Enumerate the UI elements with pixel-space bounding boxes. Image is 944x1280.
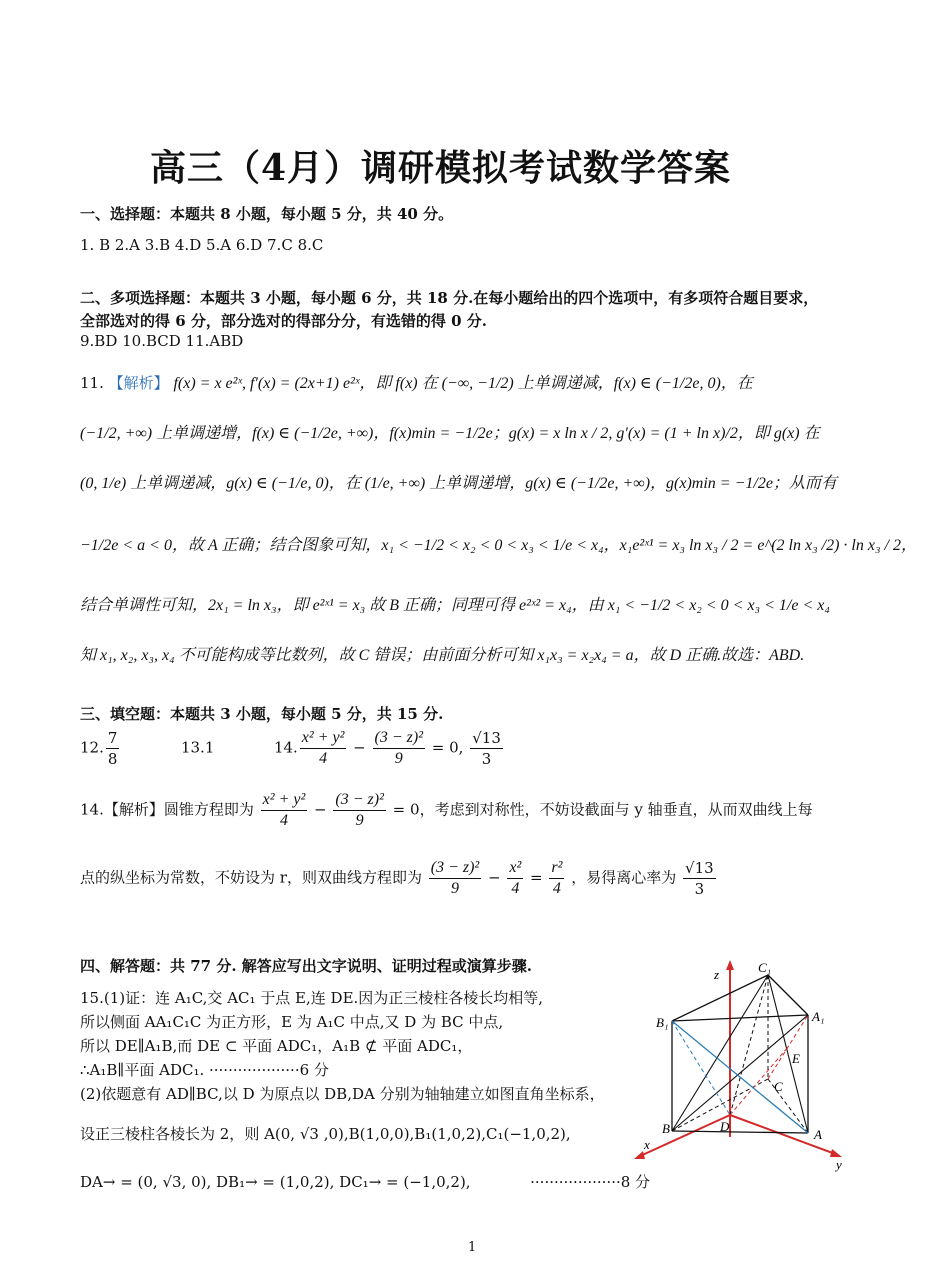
a12-denominator: 8 [107, 750, 118, 768]
q14-e-denominator: 3 [694, 880, 705, 898]
q15-line3: 所以 DE∥A₁B,而 DE ⊂ 平面 ADC₁，A₁B ⊄ 平面 ADC₁， [80, 1037, 473, 1055]
label-B1: B₁ [656, 1015, 669, 1030]
q14-analysis-tag: 【解析】 [103, 800, 164, 819]
q11-line1 [80, 370, 753, 393]
q14-f2-numerator: (3 − z)² [333, 790, 385, 811]
q15-line4: ∴A₁B∥平面 ADC₁. ···················6 分 [80, 1061, 329, 1079]
edge-B1A [672, 1021, 808, 1133]
a14-f1-numerator: x² + y² [300, 728, 347, 749]
q14-g2-numerator: x² [507, 858, 523, 879]
q14-g1-denominator: 9 [450, 880, 459, 897]
edge-DC1 [730, 975, 768, 1115]
a14-f2-denominator: 9 [394, 750, 403, 767]
q11-text-line1: f(x) = x e²ˣ, f′(x) = (2x+1) e²ˣ，即 f(x) 在 (−∞, −1/2) 上单调递减，f(x) ∈ (−1/2e, 0)，在 [173, 375, 753, 392]
label-B: B [662, 1121, 670, 1136]
section1-answers: 1. B 2.A 3.B 4.D 5.A 6.D 7.C 8.C [80, 236, 324, 254]
q14-f2-denominator: 9 [355, 812, 364, 829]
q15-vectors: DA→ = (0, √3, 0), DB₁→ = (1,0,2), DC₁→ = (−1,0,2), [80, 1173, 471, 1191]
section2-heading-line2: 全部选对的得 6 分，部分选对的得部分分，有选错的得 0 分. [80, 312, 487, 330]
label-D: D [720, 1119, 730, 1134]
a14-fraction1 [300, 728, 347, 769]
q14-f1-numerator: x² + y² [261, 790, 308, 811]
q14-hyperbola-term3 [549, 858, 564, 899]
section3-answers: 12. $\frac{7}{8}$ 13.1 14. $\frac{\text{x² + y²}}{4}$ − $\frac{\text{(3 − z)²}}{9}$ = 0, $\frac{√13}{3}$ [80, 729, 501, 768]
a12-label: 12. [80, 738, 104, 757]
a13: 13.1 [180, 738, 215, 757]
q14-g1-numerator: (3 − z)² [429, 858, 481, 879]
label-z: z [714, 967, 720, 982]
label-C1: C₁ [758, 960, 772, 975]
q14-eccentricity [683, 858, 716, 899]
edge-B1D [672, 1021, 730, 1115]
q14-fraction2 [333, 790, 385, 831]
label-x: x [644, 1137, 650, 1152]
q14-text1: 圆锥方程即为 [163, 800, 254, 819]
edge-AC1 [768, 975, 808, 1133]
page-title: 高三（4月）调研模拟考试数学答案 [150, 147, 732, 189]
q11-text-line5: 结合单调性可知，2x₁ = ln x₃，即 e²ˣ¹ = x₃ 故 B 正确；同理可得 e²ˣ² = x₄，由 x₁ < −1/2 < x₂ < 0 < x₃ < 1/e < x₄ [80, 597, 830, 614]
label-E: E [792, 1051, 800, 1066]
q14-f1-denominator: 4 [279, 812, 288, 829]
q14-g3-numerator: r² [549, 858, 564, 879]
a14-r-numerator: √13 [472, 729, 501, 747]
q14-hyperbola-term2 [507, 858, 523, 899]
section2-heading-line1: 二、多项选择题：本题共 3 小题，每小题 6 分，共 18 分.在每小题给出的四个选项中，有多项符合题目要求， [80, 289, 819, 307]
a14-r-denominator: 3 [481, 750, 492, 768]
q14-fraction1 [261, 790, 308, 831]
q14-line1: 14.【解析】圆锥方程即为 $\frac{\text{x² + y²}}{4}$ − $\frac{\text{(3 − z)²}}{9}$ = 0，考虑到对称性，不妨设截面与 y 轴垂直，从而双曲线上每 [80, 791, 813, 829]
label-y: y [836, 1157, 842, 1172]
q14-text2: ，考虑到对称性，不妨设截面与 y 轴垂直，从而双曲线上每 [419, 800, 813, 819]
q11-text-line2: (−1/2, +∞) 上单调递增，f(x) ∈ (−1/2e, +∞)，f(x)min = −1/2e；g(x) = x ln x / 2, g′(x) = (1 + ln x)/2，即 g(x) 在 [80, 425, 820, 442]
q14-g3-denominator: 4 [552, 880, 561, 897]
section3-heading: 三、填空题：本题共 3 小题，每小题 5 分，共 15 分. [80, 705, 444, 723]
a14-result [470, 728, 503, 769]
edge-BA1 [672, 1015, 808, 1131]
a14-f2-numerator: (3 − z)² [373, 728, 425, 749]
z-axis-arrow [726, 960, 734, 970]
a12-fraction [106, 728, 120, 769]
q15-line6: 设正三棱柱各棱长为 2，则 A(0, √3 ,0),B(1,0,0),B₁(1,0,2),C₁(−1,0,2), [80, 1125, 571, 1143]
q14-text3: 点的纵坐标为常数，不妨设为 r，则双曲线方程即为 [80, 868, 422, 887]
edge-C1A1 [768, 975, 808, 1015]
q15-line2: 所以侧面 AA₁C₁C 为正方形，E 为 A₁C 中点,又 D 为 BC 中点, [80, 1013, 504, 1031]
edge-CA1 [768, 1015, 808, 1079]
q14-equals: = 0 [392, 800, 420, 819]
q14-line2: 点的纵坐标为常数，不妨设为 r，则双曲线方程即为 $\frac{\text{(3 − z)²}}{9}$ − $\frac{\text{x²}}{4}$ = $\frac{\text{r²}}{4}$ ，易得离心率为 $\frac{√13}{3}$ [80, 859, 714, 898]
q15-line5: (2)依题意有 AD∥BC,以 D 为原点以 DB,DA 分别为轴轴建立如图直角坐标系， [80, 1085, 605, 1103]
section4-heading: 四、解答题：共 77 分. 解答应写出文字说明、证明过程或演算步骤. [80, 957, 532, 975]
label-C: C [774, 1079, 783, 1094]
prism-figure [630, 955, 860, 1175]
q11-text-line4: −1/2e < a < 0，故 A 正确；结合图象可知，x₁ < −1/2 < x₂ < 0 < x₃ < 1/e < x₄，x₁e²ˣ¹ = x₃ ln x₃ / 2 = e^(2 ln x₃ /2) · ln x₃ / 2， [80, 537, 917, 554]
q14-text4: ，易得离心率为 [571, 868, 677, 887]
q14-hyperbola-term1 [429, 858, 481, 899]
y-axis-arrow [830, 1149, 842, 1157]
q15-line1: 15.(1)证：连 A₁C,交 AC₁ 于点 E,连 DE.因为正三棱柱各棱长均相等, [80, 989, 544, 1007]
label-A1: A₁ [812, 1009, 825, 1024]
q14-label: 14. [80, 800, 104, 819]
q14-g2-denominator: 4 [511, 880, 520, 897]
q11-label: 11. [80, 374, 104, 392]
q11-analysis-tag: 【解析】 [108, 374, 169, 392]
a14-f1-denominator: 4 [319, 750, 328, 767]
a14-fraction2 [373, 728, 425, 769]
x-axis-arrow [634, 1151, 645, 1159]
q15-score: ···················8 分 [530, 1173, 651, 1191]
section2-answers: 9.BD 10.BCD 11.ABD [80, 332, 244, 350]
q15-line7 [80, 1171, 650, 1192]
q11-text-line3: (0, 1/e) 上单调递减，g(x) ∈ (−1/e, 0)，在 (1/e, +∞) 上单调递增，g(x) ∈ (−1/2e, +∞)，g(x)min = −1/2e；从而有 [80, 475, 837, 492]
label-A: A [814, 1127, 822, 1142]
a14-label: 14. [273, 738, 298, 757]
q14-e-numerator: √13 [685, 859, 714, 877]
a14-equals: = 0, [431, 738, 464, 757]
a12-numerator: 7 [107, 729, 118, 747]
q11-text-line6: 知 x₁, x₂, x₃, x₄ 不可能构成等比数列，故 C 错误；由前面分析可知 x₁x₃ = x₂x₄ = a，故 D 正确.故选：ABD. [80, 647, 805, 664]
section1-heading: 一、选择题：本题共 8 小题，每小题 5 分，共 40 分。 [80, 205, 454, 223]
page-number: 1 [468, 1240, 477, 1255]
